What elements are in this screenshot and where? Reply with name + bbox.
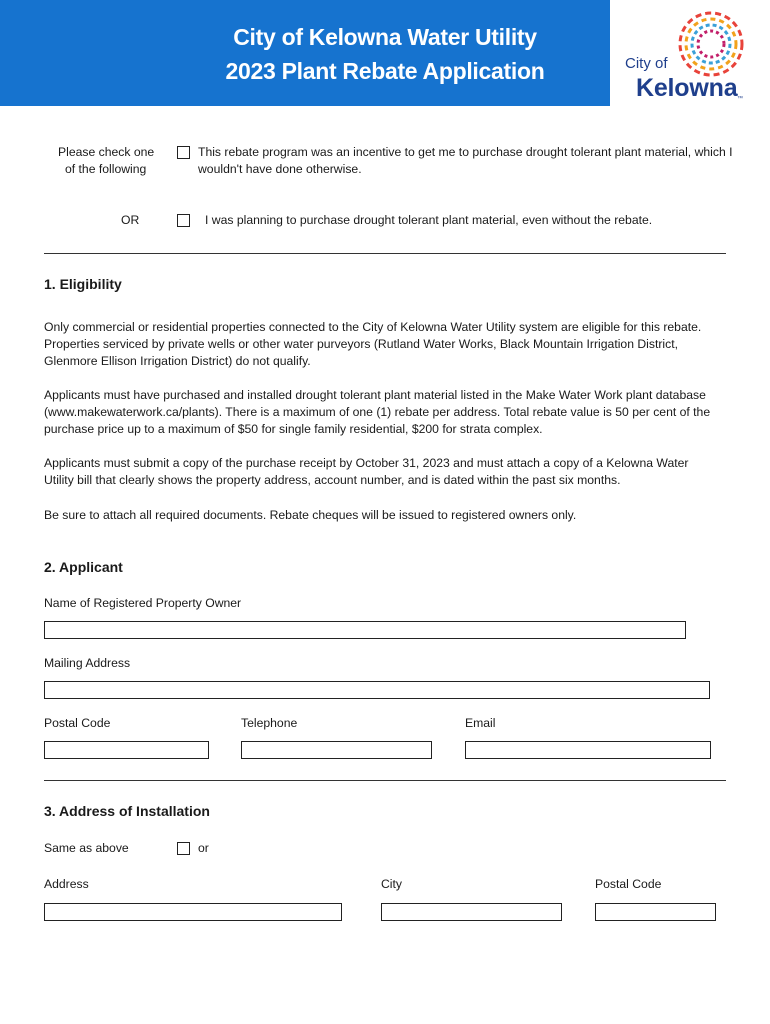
telephone-field[interactable] <box>241 741 432 759</box>
email-label: Email <box>465 716 496 730</box>
eligibility-heading: 1. Eligibility <box>44 276 122 292</box>
eligibility-p3-line1: Applicants must submit a copy of the purchase receipt by October 31, 2023 and must attach a copy of a Kelowna Water <box>44 456 689 470</box>
install-postal-code-field[interactable] <box>595 903 716 921</box>
same-as-above-checkbox[interactable] <box>177 842 190 855</box>
email-field[interactable] <box>465 741 711 759</box>
eligibility-p2-line1: Applicants must have purchased and installed drought tolerant plant material listed in the Make Water Work plant database <box>44 388 706 402</box>
option2-text: I was planning to purchase drought tolerant plant material, even without the rebate. <box>205 213 653 227</box>
page-title-line1: City of Kelowna Water Utility <box>233 24 537 50</box>
eligibility-p2-line3: purchase price up to a maximum of $50 for single family residential, $200 for strata complex. <box>44 422 543 436</box>
install-city-field[interactable] <box>381 903 562 921</box>
or-label: OR <box>121 213 140 227</box>
install-address-label: Address <box>44 877 89 891</box>
option1-text-line1: This rebate program was an incentive to get me to purchase drought tolerant plant material, which I <box>198 145 733 159</box>
kelowna-logo-ring-icon <box>675 8 747 80</box>
telephone-label: Telephone <box>241 716 298 730</box>
eligibility-p3-line2: Utility bill that clearly shows the property address, account number, and is dated within the past six months. <box>44 473 621 487</box>
check-label-line2: of the following <box>65 162 147 176</box>
same-as-above-label: Same as above <box>44 841 129 855</box>
postal-code-field[interactable] <box>44 741 209 759</box>
mailing-address-label: Mailing Address <box>44 656 131 670</box>
eligibility-p2-line2: (www.makewaterwork.ca/plants). There is a maximum of one (1) rebate per address. Total rebate value is 50 per cent of the <box>44 405 711 419</box>
check-label-line1: Please check one <box>58 145 155 159</box>
logo-trademark: ™ <box>737 96 743 102</box>
page-title-line2: 2023 Plant Rebate Application <box>225 58 545 84</box>
logo-kelowna-text: Kelowna <box>636 74 738 102</box>
install-postal-code-label: Postal Code <box>595 877 662 891</box>
eligibility-p1-line1: Only commercial or residential properties connected to the City of Kelowna Water Utility system are eligible for this rebate. <box>44 320 702 334</box>
install-address-field[interactable] <box>44 903 342 921</box>
incentive-checkbox[interactable] <box>177 146 190 159</box>
planning-checkbox[interactable] <box>177 214 190 227</box>
option1-text-line2: wouldn't have done otherwise. <box>198 162 362 176</box>
eligibility-p4: Be sure to attach all required documents. Rebate cheques will be issued to registered owners only. <box>44 508 577 522</box>
logo-city-of-text: City of <box>625 55 668 72</box>
eligibility-p1-line2: Properties serviced by private wells or other water purveyors (Rutland Water Works, Black Mountain Irrigation District, <box>44 337 678 351</box>
owner-name-field[interactable] <box>44 621 686 639</box>
or-label-installation: or <box>198 841 209 855</box>
install-city-label: City <box>381 877 402 891</box>
owner-name-label: Name of Registered Property Owner <box>44 596 242 610</box>
mailing-address-field[interactable] <box>44 681 710 699</box>
applicant-heading: 2. Applicant <box>44 559 123 575</box>
divider <box>44 780 726 781</box>
divider <box>44 253 726 254</box>
postal-code-label: Postal Code <box>44 716 111 730</box>
installation-heading: 3. Address of Installation <box>44 803 210 819</box>
eligibility-p1-line3: Glenmore Ellison Irrigation District) do not qualify. <box>44 354 311 368</box>
